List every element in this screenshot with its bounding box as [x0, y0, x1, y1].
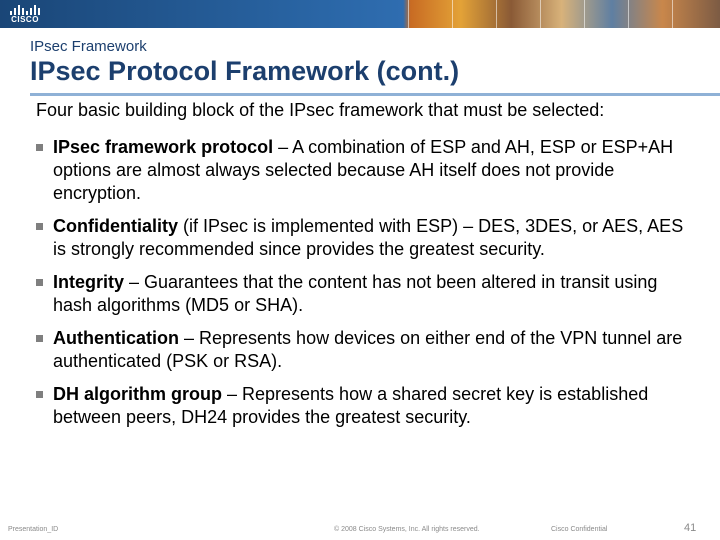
bullet-item — [36, 327, 686, 373]
bullet-item — [36, 383, 686, 429]
footer-copyright: © 2008 Cisco Systems, Inc. All rights reserved. — [334, 526, 480, 533]
bullet-square-icon — [36, 279, 43, 286]
banner-photo — [672, 0, 720, 28]
bullet-term: Confidentiality — [53, 216, 178, 236]
section-title: IPsec Framework — [30, 38, 147, 55]
page-number: 41 — [684, 522, 697, 534]
bullet-term: Integrity — [53, 272, 125, 292]
bullet-term: IPsec framework protocol — [53, 137, 274, 157]
bullet-text: (if IPsec is implemented with ESP) – DES, 3DES, or AES, AES is strongly recommended since provides the greatest security. — [53, 216, 684, 259]
banner-photo — [452, 0, 497, 28]
banner-photo — [628, 0, 673, 28]
banner-photo — [408, 0, 453, 28]
banner-photo — [496, 0, 541, 28]
bullet-term: Authentication — [53, 328, 179, 348]
header-banner — [0, 0, 720, 28]
cisco-logo-bars-icon — [8, 3, 42, 15]
bullet-item — [36, 136, 686, 205]
bullet-term: DH algorithm group — [53, 384, 222, 404]
bullet-list — [36, 136, 686, 439]
bullet-square-icon — [36, 335, 43, 342]
cisco-logo-text: CISCO — [11, 15, 39, 24]
cisco-logo — [8, 3, 42, 25]
slide-title: IPsec Protocol Framework (cont.) — [30, 56, 460, 86]
title-divider — [30, 93, 720, 96]
footer-presentation-id: Presentation_ID — [8, 526, 59, 533]
footer-confidential: Cisco Confidential — [551, 526, 608, 533]
bullet-text: – A combination of ESP and AH, ESP or ESP+AH options are almost always selected because AH itself does not provide encryption. — [53, 137, 674, 203]
bullet-item — [36, 215, 686, 261]
bullet-text: – Guarantees that the content has not been altered in transit using hash algorithms (MD5 or SHA). — [53, 272, 658, 315]
bullet-square-icon — [36, 223, 43, 230]
bullet-square-icon — [36, 391, 43, 398]
bullet-item — [36, 271, 686, 317]
banner-photo — [584, 0, 629, 28]
intro-text: Four basic building block of the IPsec framework that must be selected: — [36, 100, 605, 120]
bullet-text: – Represents how a shared secret key is established between peers, DH24 provides the greatest security. — [53, 384, 649, 427]
bullet-text: – Represents how devices on either end of the VPN tunnel are authenticated (PSK or RSA). — [53, 328, 683, 371]
bullet-square-icon — [36, 144, 43, 151]
banner-photo — [540, 0, 585, 28]
